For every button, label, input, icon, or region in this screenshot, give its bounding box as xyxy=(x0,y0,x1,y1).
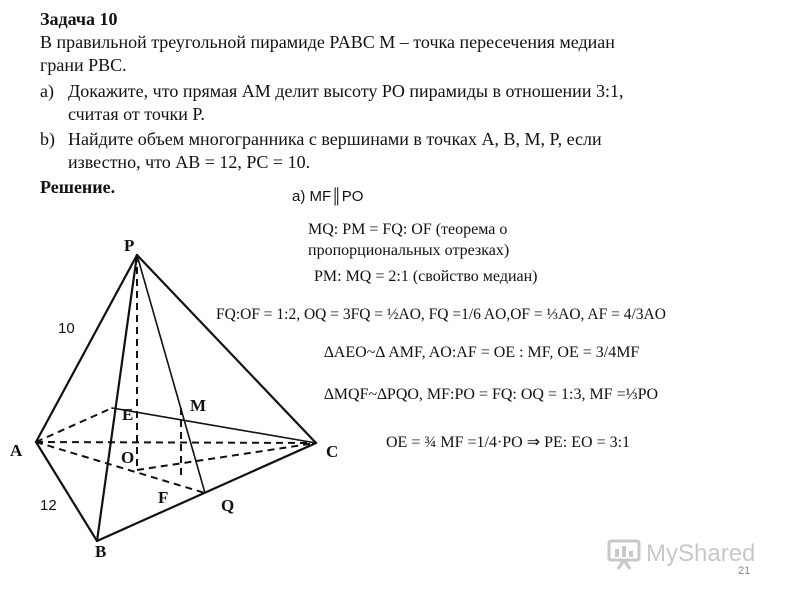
point-label-q: Q xyxy=(221,496,235,515)
point-label-o: O xyxy=(121,448,135,467)
edge-ac-hidden xyxy=(36,442,316,443)
vertex-label-p: P xyxy=(124,236,135,255)
part-a-line1: Докажите, что прямая AM делит высоту PO пирамиды в отношении 3:1, xyxy=(68,81,624,101)
solution-theorem-line2: пропорциональных отрезках) xyxy=(308,242,510,259)
part-b-marker: b) xyxy=(40,129,55,149)
solution-conclusion: OE = ¾ MF =1/4·PO ⇒ PE: EO = 3:1 xyxy=(386,434,631,451)
presentation-board-icon xyxy=(606,537,642,571)
segment-am xyxy=(112,408,316,443)
part-a-marker: a) xyxy=(40,81,54,101)
edge-length-ab: 12 xyxy=(40,497,57,514)
point-label-e: E xyxy=(122,405,134,424)
solution-similar-triangles-1: ∆AEO~∆ AMF, AO:AF = OE : MF, OE = 3/4MF xyxy=(324,344,640,361)
segment-am-hidden xyxy=(36,408,112,442)
edge-length-pc: 10 xyxy=(58,320,75,337)
problem-statement-line1: В правильной треугольной пирамиде PABC M – точка пересечения медиан xyxy=(40,32,615,52)
part-a-line2: считая от точки P. xyxy=(68,104,205,124)
vertex-label-b: B xyxy=(95,542,107,561)
solution-median-property: PM: MQ = 2:1 (свойство медиан) xyxy=(314,268,538,285)
segment-oc xyxy=(137,443,316,470)
solution-label: Решение. xyxy=(40,177,116,197)
problem-statement-line2: грани PBC. xyxy=(40,55,127,75)
vertex-label-c: C xyxy=(326,442,339,461)
solution-ratios: FQ:OF = 1:2, OQ = 3FQ = ½AO, FQ =1/6 AO,OF = ⅓AO, AF = 4/3AO xyxy=(216,306,666,323)
part-b-line2: известно, что AB = 12, PC = 10. xyxy=(68,152,311,172)
page-number: 21 xyxy=(738,565,751,577)
point-label-f: F xyxy=(158,488,169,507)
part-b-line1: Найдите объем многогранника с вершинами в точках A, B, M, P, если xyxy=(68,129,602,149)
solution-step-a: а) MF║PO xyxy=(292,188,364,205)
watermark-text: MyShared xyxy=(646,540,756,567)
point-label-m: M xyxy=(190,396,207,415)
problem-title: Задача 10 xyxy=(40,9,118,29)
solution-similar-triangles-2: ∆MQF~∆PQO, MF:PO = FQ: OQ = 1:3, MF =⅓PO xyxy=(324,386,659,403)
vertex-label-a: A xyxy=(10,441,23,460)
solution-theorem-line1: MQ: PM = FQ: OF (теорема о xyxy=(308,221,508,238)
edge-pb xyxy=(97,255,137,541)
